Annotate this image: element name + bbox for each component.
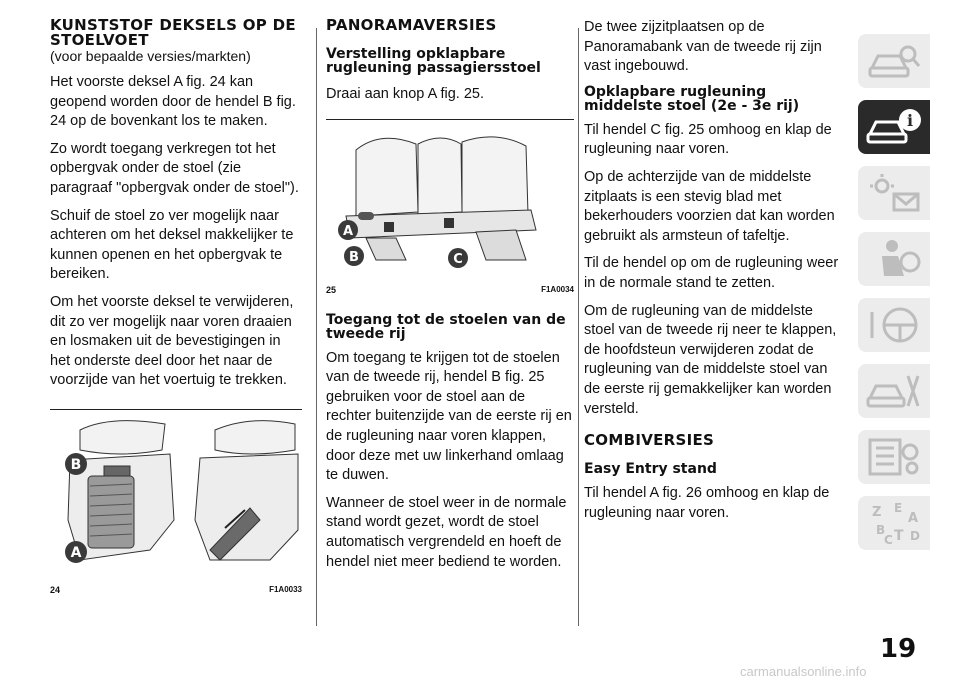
callout-c [448, 248, 468, 268]
chapter-sidebar [858, 34, 930, 562]
panorama-bench-illustration [326, 120, 574, 278]
figure-caption [326, 285, 574, 295]
paragraph: Til de hendel op om de rugleuning weer in de normale stand te zetten. [584, 255, 839, 291]
callout-b [344, 246, 364, 266]
paragraph: Draai aan knop A fig. 25. [326, 86, 484, 102]
index-letter: B [876, 523, 886, 537]
paragraph: Om het voorste deksel te verwijderen, dit zo ver mogelijk naar voren draaien en losmaken uit de bevestigingen in het onderste deel door het naar de voorzijde van het voertuig te trekken. [50, 293, 294, 389]
subsection-heading: Toegang tot de stoelen van de tweede rij [326, 311, 566, 342]
paragraph: Til hendel A fig. 26 omhoog en klap de rugleuning naar voren. [584, 485, 830, 521]
column-2 [326, 18, 574, 580]
figure-caption [50, 585, 302, 595]
paragraph: Om toegang te krijgen tot de stoelen van de tweede rij, hendel B fig. 25 gebruiken voor de stoel aan de rechter buitenzijde van de eerste rij en de rugleuning naar voren klappen, door deze met uw linkerhand omlaag te duwen. [326, 349, 572, 484]
paragraph: De twee zijzitplaatsen op de Panoramabank van de tweede rij zijn vast ingebouwd. [584, 19, 822, 75]
subsection-heading: Verstelling opklapbare rugleuning passagiersstoel [326, 46, 541, 76]
watermark: carmanualsonline.info [740, 664, 867, 679]
car-info-icon[interactable] [858, 100, 930, 154]
seat-base-cover-illustration [50, 410, 302, 578]
callout-label: B [70, 456, 82, 473]
car-search-icon[interactable] [858, 34, 930, 88]
callout-label: B [349, 249, 359, 265]
paragraph: Op de achterzijde van de middelste zitplaats is een stevig blad met bekerhouders voorzien dat kan worden gebruikt als armsteun of tafeltje. [584, 168, 835, 244]
heading-note: (voor bepaalde versies/markten) [50, 48, 251, 64]
paragraph: Schuif de stoel zo ver mogelijk naar achteren om het deksel makkelijker te kunnen openen en het opbergvak te bereiken. [50, 207, 294, 283]
index-letter: E [894, 501, 903, 515]
alphabet-index-icon[interactable] [858, 496, 930, 550]
figure-24 [50, 409, 302, 595]
car-service-icon[interactable] [858, 364, 930, 418]
column-1 [50, 18, 302, 595]
paragraph: Zo wordt toegang verkregen tot het opbergvak onder de stoel (zie paragraaf "opbergvak onder de stoel"). [50, 140, 299, 196]
subsection-heading: Easy Entry stand [584, 461, 717, 478]
figure-25 [326, 119, 574, 295]
subsection-heading: Opklapbare rugleuning middelste stoel (2e - 3e rij) [584, 83, 800, 114]
section-heading: COMBIVERSIES [584, 431, 715, 450]
figure-number: 24 [50, 584, 61, 595]
column-divider [316, 28, 317, 626]
paragraph: Til hendel C fig. 25 omhoog en klap de rugleuning naar voren. [584, 121, 832, 158]
paragraph: Het voorste deksel A fig. 24 kan geopend worden door de hendel B fig. 24 op de bovenkant los te maken. [50, 74, 296, 130]
index-letter: T [894, 528, 904, 544]
callout-a [338, 220, 358, 240]
index-letter: A [908, 511, 919, 526]
callout-label: A [70, 544, 82, 561]
index-letter: D [910, 529, 920, 543]
info-letter: i [906, 111, 914, 130]
column-3 [584, 18, 846, 531]
callout-a [65, 541, 87, 563]
column-divider [578, 28, 579, 626]
figure-number: 25 [326, 284, 337, 295]
section-heading: PANORAMAVERSIES [326, 16, 497, 34]
settings-list-icon[interactable] [858, 430, 930, 484]
section-heading: KUNSTSTOF DEKSELS OP DE STOELVOET [50, 16, 296, 49]
paragraph: Wanneer de stoel weer in de normale stand wordt gezet, wordt de stoel automatisch vergrendeld en hoeft de hendel niet meer bediend te worden. [326, 494, 567, 570]
index-letter: Z [872, 505, 882, 520]
warning-light-icon[interactable] [858, 166, 930, 220]
page-number: 19 [880, 634, 917, 664]
paragraph: Om de rugleuning van de middelste stoel van de tweede rij neer te klappen, de hoofdsteun verwijderen zodat de rugleuning van de middelste stoel van de eerste rij gemakkelijker kan worden versteld. [584, 302, 837, 417]
callout-b [65, 453, 87, 475]
airbag-person-icon[interactable] [858, 232, 930, 286]
steering-wheel-icon[interactable] [858, 298, 930, 352]
index-letter: C [884, 533, 893, 546]
figure-code: F1A0033 [269, 584, 302, 594]
callout-label: A [342, 223, 354, 239]
figure-code: F1A0034 [541, 284, 574, 294]
callout-label: C [453, 251, 463, 267]
